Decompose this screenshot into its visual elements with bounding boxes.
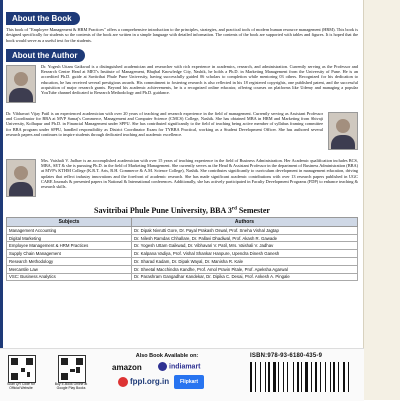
barcode-bar [255, 362, 256, 392]
flipkart-logo[interactable] [174, 375, 204, 389]
fppl-logo[interactable] [118, 377, 169, 387]
indiamart-logo[interactable] [158, 362, 201, 371]
barcode-bar [315, 362, 317, 392]
book-spine [363, 0, 400, 400]
subject-cell: Digital Marketing [7, 234, 132, 242]
barcode-bar [253, 362, 254, 392]
barcode-bar [301, 362, 302, 392]
barcode-bar [297, 362, 299, 392]
author-bio-3: Mrs. Vaishali V. Jadhav is an accomplished academician with over 15 years of teaching experience in the field of Business Administration. Her Academic qualification includes BCS, MBA, SET & she is pursuing Ph.D. in the field of Marketing Management. She currently serves as the Head & Assistant Professor in the department of Business Administration (BBA) at MVP's KTHM College (K.R.T. Arts, B.H. Commerce & A.M. Science College), Nashik. She contributes significantly to curriculum development in management education, driving updates that reflect industry innovations and the forefront of academic research. She has made significant academic contributions with over 13 research papers published in UGC CARE Journals & presented papers in National & International conferences. Additionally, she has actively participated in Faculty Development Programs (FDP) to enhance teaching & research skills. [41, 157, 358, 190]
barcode-bar [327, 362, 329, 392]
university-title-sup: rd [231, 206, 237, 212]
barcode-bar [287, 362, 289, 392]
barcode-bar [348, 362, 349, 392]
authors-cell: Dr. Dipak Nivrutti Gore, Dr. Payal Prakash Oswal, Prof. Sneha Vishal Jagtap [132, 226, 358, 234]
website-qr-code[interactable] [8, 355, 36, 383]
left-accent-rule [0, 0, 3, 400]
barcode-bar [283, 362, 284, 392]
fppl-label: fppl.org.in [130, 377, 170, 387]
portrait-body-icon [9, 88, 33, 102]
barcode-bar [311, 362, 312, 392]
university-title-main: Savitribai Phule Pune University, BBA 3 [94, 205, 232, 215]
author-photo-2 [328, 112, 358, 150]
isbn-barcode [250, 362, 350, 392]
barcode-bar [273, 362, 276, 392]
barcode-bar [318, 362, 319, 392]
barcode-bar [267, 362, 268, 392]
barcode-bar [332, 362, 333, 392]
barcode-bar [250, 362, 252, 392]
barcode-bar [333, 362, 335, 392]
subjects-table [6, 217, 358, 281]
barcode-bar [343, 362, 346, 392]
isbn-text: ISBN:978-93-6180-435-9 [250, 353, 323, 359]
author-entry-3 [6, 158, 358, 202]
table-row [7, 273, 358, 281]
cover-content [6, 8, 358, 281]
barcode-bar [320, 362, 321, 392]
barcode-bar [330, 362, 331, 392]
barcode-bar [268, 362, 270, 392]
subject-cell: Research Methodology [7, 258, 132, 266]
authors-cell: Dr. Yogesh Uttam Gaikwad, Dr. Vibhavari V. Patil, Mrs. Vaishali V. Jadhav [132, 242, 358, 250]
spine-text [364, 0, 400, 400]
barcode-bar [303, 362, 304, 392]
authors-cell: Dr. Parashram Gangadhar Kandekar, Dr. Dipika C. Desai, Prof. Ankesh A. Pingale [132, 273, 358, 281]
barcode-bar [293, 362, 294, 392]
barcode-bar [262, 362, 264, 392]
subject-cell: Management Accounting [7, 226, 132, 234]
authors-cell: Dr. Kalpana Vadiya, Prof. Vishal Shankar Hanpure, Upendra Dinesh Ganesh [132, 250, 358, 258]
fppl-icon [118, 377, 128, 387]
barcode-bar [336, 362, 337, 392]
author-bio-2: Dr. Vibhavari Vijay Patil is an experienced academician with over 20 years of teaching and research experience in the field of management. Currently serving as Assistant Professor and Coordinator for BBA at MVP Samaj's Commerce, Management and Computer Science (CMCS) College, Nashik. She has obtained MBA in HRM and Marketing from Shivaji University, Kolhapur and Ph.D. in Financial Management under SPPU. She has contributed significantly to the field of teaching being active member of syllabus framing committee for BBA program under SPPU, handled responsibility as District Coordinator Exam for TYBBA Practical, working as a Student Development Officer. She has authored several research papers and continues to inspire students through dedicated teaching and academic excellence. [6, 110, 323, 138]
portrait-body-icon [331, 135, 355, 149]
indiamart-label: indiamart [169, 363, 201, 371]
barcode-bar [309, 362, 311, 392]
authors-cell: Dr. Nilesh Ramdas Chhallare, Dr. Pallavi Dhadiwal, Prof. Akash R. Gawade [132, 234, 358, 242]
table-row [7, 258, 358, 266]
author-entry-2 [6, 111, 358, 155]
subject-cell: Employee Management & HRM Practices [7, 242, 132, 250]
header-subjects: Subjects [7, 217, 132, 226]
barcode-bar [338, 362, 339, 392]
barcode-bar [260, 362, 261, 392]
flipkart-label: Flipkart [179, 379, 199, 385]
barcode-bar [346, 362, 347, 392]
table-row [7, 226, 358, 234]
barcode-bar [256, 362, 259, 392]
about-book-heading: About the Book [6, 12, 80, 25]
barcode-bar [295, 362, 296, 392]
barcode-bar [277, 362, 278, 392]
barcode-bar [280, 362, 282, 392]
author-bio-1: Dr. Yogesh Uttam Gaikwad is a distinguished academician and researcher with rich experience in academics, research, and administration. Currently serving as the Professor and Research Centre Head at MET's Institute of Management, Bhujbal Knowledge City, Nashik, he holds a Ph.D. in Marketing Management from the University of Pune. He is an accredited Ph.D. guide at Savitribai Phule Pune University, having successfully guided 06 scholars to completion while mentoring 03 others. Recognized for his dedication to education, he has received several prestigious awards. His commitment to fostering research is also reflected in his 18 registered copyrights, one published patent, and the successful acquisition of major research grants. Beyond his academic achievements, he is a recognized online educator, offering courses on platforms like Udemy and managing a popular YouTube channel dedicated to Research Methodology and Ph.D. guidance. [41, 63, 358, 96]
barcode-bar [285, 362, 286, 392]
barcode-bar [322, 362, 325, 392]
about-author-heading: About the Author [6, 49, 85, 62]
table-row [7, 242, 358, 250]
subject-cell: VSC: Business Analytics [7, 273, 132, 281]
table-row [7, 265, 358, 273]
table-row [7, 250, 358, 258]
barcode-bar [265, 362, 266, 392]
barcode-bar [271, 362, 272, 392]
amazon-logo[interactable] [112, 363, 142, 372]
portrait-head-icon [14, 72, 28, 86]
university-title [6, 206, 358, 215]
barcode-bar [325, 362, 326, 392]
authors-cell: Dr. Sheetal Macchindra Kandhe, Prof. Amol Pravin Pitale, Prof. Apeksha Agarwal [132, 265, 358, 273]
bottom-strip [0, 348, 364, 401]
subject-cell: Mercantile Law [7, 265, 132, 273]
table-header-row [7, 217, 358, 226]
university-title-tail: Semester [236, 205, 270, 215]
barcode-bar [278, 362, 279, 392]
portrait-head-icon [336, 119, 350, 133]
subject-cell: Supply Chain Management [7, 250, 132, 258]
author-entry-1 [6, 64, 358, 108]
table-row [7, 234, 358, 242]
barcode-bar [313, 362, 314, 392]
barcode-bar [289, 362, 292, 392]
ebook-qr-caption: Buy E-Book Online at Google Play Books [54, 382, 88, 390]
portrait-body-icon [9, 182, 33, 196]
ebook-qr-code[interactable] [58, 355, 86, 383]
author-photo-3 [6, 159, 36, 197]
website-qr-caption: Scan QR Code for Official Website [7, 382, 35, 390]
barcode-bar [300, 362, 301, 392]
about-book-paragraph: This book of "Employee Management & HRM Practices" offers a comprehensive introduction to the principles, strategies, and practical tools of modern human resource management (HRM). This book is designed specifically for students so the contents of the book are written in a simple language with detailed information. The contents of the book are supported with tables and figures. It is hoped that the book would serve as a useful text for the students. [6, 27, 358, 43]
authors-cell: Dr. Sharad Kadam, Dr. Dipak Wayal, Dr. Manisha R. Kale [132, 258, 358, 266]
header-authors: Authors [132, 217, 358, 226]
available-on-label: Also Book Available on: [135, 353, 199, 359]
indiamart-icon [158, 362, 167, 371]
author-photo-1 [6, 65, 36, 103]
amazon-label: amazon [112, 363, 142, 372]
portrait-head-icon [14, 166, 28, 180]
barcode-bar [305, 362, 308, 392]
barcode-bar [340, 362, 342, 392]
